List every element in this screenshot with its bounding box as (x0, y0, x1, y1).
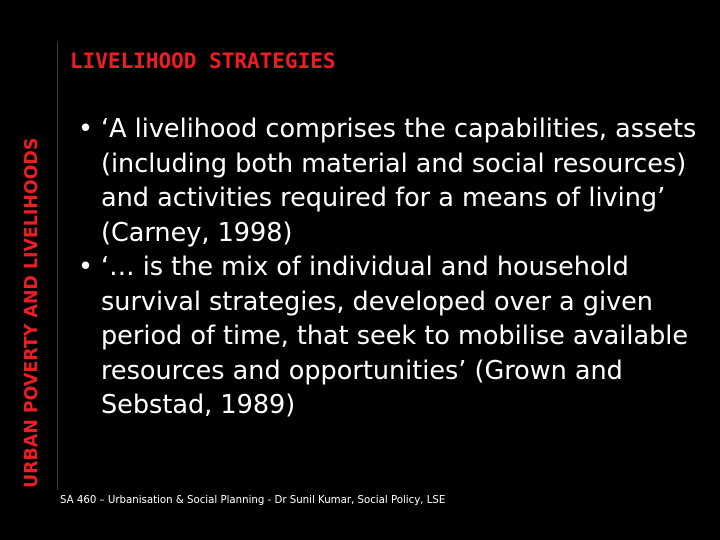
slide-footer: SA 460 – Urbanisation & Social Planning - Dr Sunil Kumar, Social Policy, LSE (60, 495, 446, 506)
bullet-text: ‘… is the mix of individual and household survival strategies, developed over a given period of time, that seek to mobilise available resources and opportunities’ (Grown and Sebstad, 1989) (101, 252, 689, 420)
slide-title: LIVELIHOOD STRATEGIES (70, 49, 336, 73)
bullet-item-definition-grown-sebstad (78, 250, 708, 423)
vertical-divider (57, 42, 58, 490)
bullet-marker: • (78, 114, 94, 144)
side-title: URBAN POVERTY AND LIVELIHOODS (22, 137, 42, 488)
bullet-text: ‘A livelihood comprises the capabilities, assets (including both material and social resources) and activities required for a means of living’ (Carney, 1998) (101, 114, 697, 248)
bullet-marker: • (78, 252, 94, 282)
bullet-list (78, 112, 708, 423)
bullet-item-definition-carney (78, 112, 708, 250)
